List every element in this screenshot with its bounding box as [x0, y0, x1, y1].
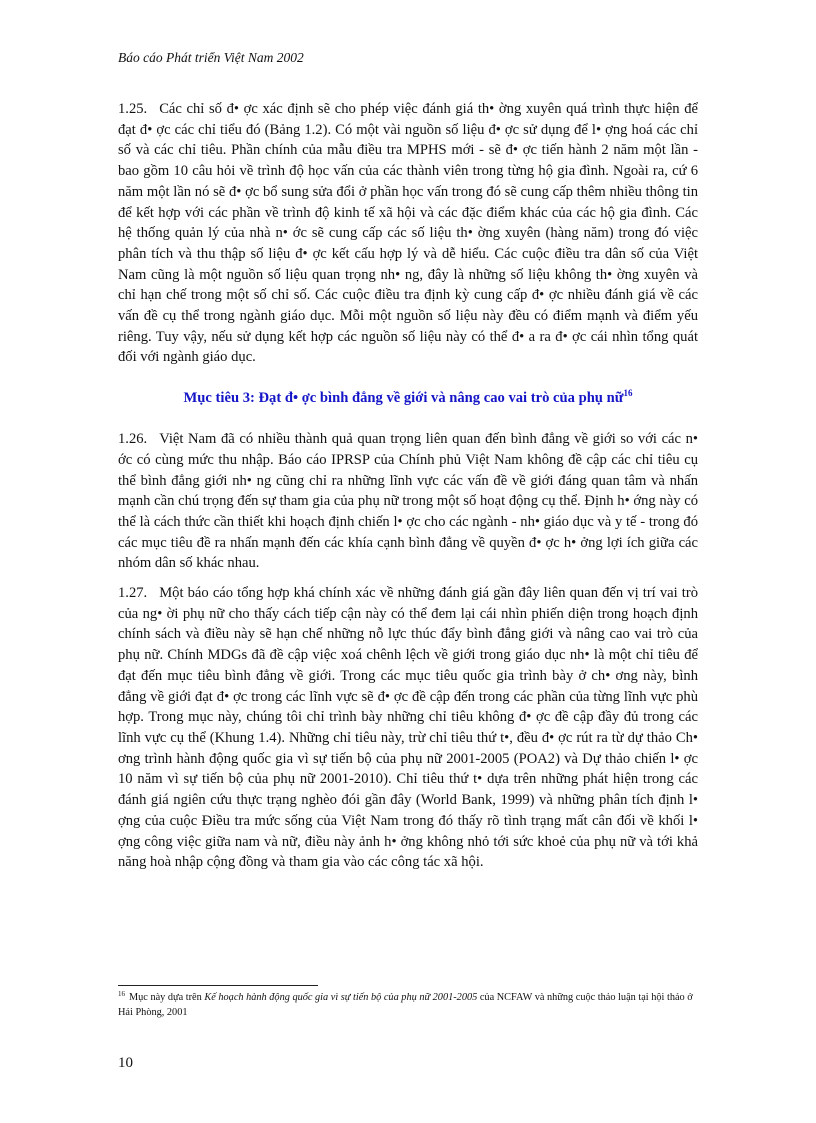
footnote-text-after: của NCFAW và những cuộc thảo luận tại hội thảo ở Hải Phòng, 2001 [118, 992, 693, 1018]
page-number: 10 [118, 1055, 133, 1071]
footnote-ref[interactable]: 16 [623, 388, 633, 399]
paragraph-text: Việt Nam đã có nhiều thành quả quan trọng liên quan đến bình đẳng về giới so với các n• ớc có cùng mức thu nhập. Báo cáo IPRSP của Chính phủ Việt Nam không đề cập các chỉ tiêu cụ thể bình đẳng giới nh• ng cũng chỉ ra những lĩnh vực các vấn đề về giới đáng quan tâm và nhấn mạnh cần chú trọng đến sự tham gia của phụ nữ trong một số hoạt động cụ thể. Định h• ớng này có thể là cách thức cần thiết khi hoạch định chiến l• ợc cho các ngành - nh• giáo dục và y tế - trong đó các mục tiêu đề ra nhấn mạnh đến các khía cạnh bình đẳng về quyền đ• ợc h• ởng lợi ích giữa các nhóm dân số khác nhau. [118, 431, 698, 572]
running-header: Báo cáo Phát triển Việt Nam 2002 [118, 50, 304, 65]
paragraph-number: 1.26. [118, 431, 148, 448]
footnote-title: Kế hoạch hành động quốc gia vì sự tiến bộ của phụ nữ 2001-2005 [204, 992, 478, 1003]
footnote-divider [118, 985, 318, 986]
section-heading-goal-3 [118, 390, 698, 407]
paragraph-1-26 [118, 429, 698, 574]
paragraph-text: Một báo cáo tổng hợp khá chính xác về những đánh giá gần đây liên quan đến vị trí vai trò của ng• ời phụ nữ cho thấy cách tiếp cận này có thể đem lại cái nhìn phiến diện trong hoạch định chính sách và điều này sẽ hạn chế những nỗ lực thúc đẩy bình đẳng giới và nâng cao vai trò của phụ nữ. Chính MDGs đã đề cập việc xoá chênh lệch về giới trong giáo dục nh• là một chỉ tiêu để đạt đến mục tiêu bình đẳng về giới. Trong các mục tiêu quốc gia trình bày ở ch• ơng này, bình đẳng về giới đạt đ• ợc trong các lĩnh vực sẽ đ• ợc đề cập đến trong các phần của từng lĩnh vực phù hợp. Trong mục này, chúng tôi chỉ trình bày những chỉ tiêu không đ• ợc đề cập đầy đủ trong các lĩnh vực cụ thể (Khung 1.4). Những chỉ tiêu này, trừ chỉ tiêu thứ t•, đều đ• ợc rút ra từ dự thảo Ch• ơng trình hành động quốc gia vì sự tiến bộ của phụ nữ 2001-2005 (POA2) và Dự thảo chiến l• ợc 10 năm vì sự tiến bộ của phụ nữ 2001-2010). Chỉ tiêu thứ t• dựa trên những phát hiện trong các đánh giá ngiên cứu thực trạng nghèo đói gần đây (World Bank, 1999) và những phân tích định l• ợng của cuộc Điều tra mức sống của Việt Nam trong đó thấy rõ tình trạng mất cân đối về khối l• ợng công việc giữa nam và nữ, điều này ảnh h• ởng không nhỏ tới sức khoẻ của phụ nữ và tới khả năng hoà nhập cộng đồng và tham gia vào các công tác xã hội. [118, 585, 698, 871]
paragraph-1-27 [118, 583, 698, 873]
footnote-marker: 16 [118, 989, 125, 998]
footnote-text-before: Mục này dựa trên [129, 992, 205, 1003]
paragraph-number: 1.27. [118, 585, 148, 602]
paragraph-1-25 [118, 99, 698, 368]
footnote-16 [118, 990, 698, 1020]
paragraph-number: 1.25. [118, 101, 148, 117]
paragraph-text: Các chỉ số đ• ợc xác định sẽ cho phép việc đánh giá th• ờng xuyên quá trình thực hiện để đạt đ• ợc các chỉ tiểu đó (Bảng 1.2). Có một vài nguồn số liệu đ• ợc sử dụng để l• ợng hoá các chỉ số và các chỉ tiêu. Phần chính của mẫu điều tra MPHS mới - sẽ đ• ợc tiến hành 2 năm một lần - bao gồm 10 câu hỏi về trình độ học vấn của các thành viên trong từng hộ gia đình. Ngoài ra, cứ 6 năm một lần nó sẽ đ• ợc bổ sung sửa đổi ở phần học vấn trong đó sẽ cung cấp thêm nhiều thông tin để kết hợp với các phần về trình độ kinh tế xã hội và các đặc điểm khác của các hộ gia đình. Các hệ thống quản lý của nhà n• ớc sẽ cung cấp các số liệu th• ờng xuyên (hàng năm) trong đó việc phân tích và thu thập số liệu đ• ợc kết cấu hợp lý và dễ hiểu. Các cuộc điều tra dân số của Việt Nam cũng là một nguồn số liệu quan trọng nh• ng, đây là những số liệu không th• ờng xuyên và chỉ hạn chế trong một số chỉ số. Các cuộc điều tra định kỳ cung cấp đ• ợc nhiều đánh giá về các vấn đề cụ thể trong ngành giáo dục. Mỗi một nguồn số liệu này đều có điểm mạnh và điểm yếu riêng. Tuy vậy, nếu sử dụng kết hợp các nguồn số liệu này có thể đ• a ra đ• ợc cái nhìn tổng quát đối với ngành giáo dục. [118, 101, 698, 366]
heading-text: Mục tiêu 3: Đạt đ• ợc bình đẳng về giới và nâng cao vai trò của phụ nữ [183, 390, 624, 407]
body-content [118, 99, 698, 882]
